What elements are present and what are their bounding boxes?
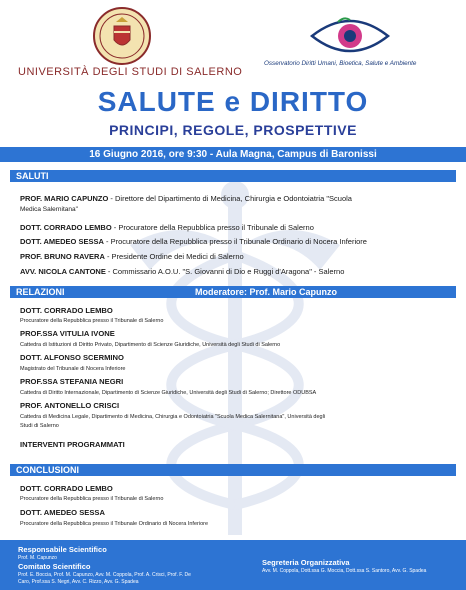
speaker-role: Magistrato del Tribunale di Nocera Inferiore <box>20 366 126 372</box>
saluti-item: DOTT. CORRADO LEMBO - Procuratore della Repubblica presso il Tribunale di Salerno <box>20 223 314 232</box>
speaker-role: Cattedra di Istituzioni di Diritto Privato, Dipartimento di Scienze Giuridiche, Università degli Studi di Salerno <box>20 342 281 348</box>
speaker-name: DOTT. CORRADO LEMBO <box>20 484 113 493</box>
speaker-role: Cattedra di Medicina Legale, Dipartimento di Medicina, Chirurgia e Odontoiatria "Scuola Medica Salernitana", Università degli <box>20 414 326 420</box>
footer <box>0 540 466 590</box>
comitato-members: Prof. E. Boccia, Prof. M. Capunzo, Avv. M. Coppola, Prof. A. Crisci, Prof. F. De <box>18 572 191 578</box>
event-subtitle: PRINCIPI, REGOLE, PROSPETTIVE <box>109 122 357 138</box>
segreteria-title: Segreteria Organizzativa <box>262 558 350 567</box>
speaker-name: PROF.SSA VITULIA IVONE <box>20 329 115 338</box>
university-seal-logo <box>92 6 152 66</box>
saluti-item-cont: Medica Salernitana" <box>20 206 78 213</box>
responsabile-name: Prof. M. Capunzo <box>18 555 57 561</box>
speaker-name: DOTT. CORRADO LEMBO <box>20 306 113 315</box>
speaker-name: DOTT. ALFONSO SCERMINO <box>20 353 124 362</box>
segreteria-members: Avv. M. Coppola, Dott.ssa G. Moccia, Dott.ssa S. Santoro, Avv. G. Spadea <box>262 568 427 574</box>
saluti-item: AVV. NICOLA CANTONE - Commissario A.O.U. "S. Giovanni di Dio e Ruggi d'Aragona" - Salerno <box>20 267 345 276</box>
section-heading: SALUTI <box>16 171 49 181</box>
event-title: SALUTE e DIRITTO <box>97 86 369 117</box>
saluti-item: PROF. BRUNO RAVERA - Presidente Ordine dei Medici di Salerno <box>20 252 244 261</box>
speaker-role: Cattedra di Diritto Internazionale, Dipartimento di Scienze Giuridiche, Università degli Studi di Salerno; Direttore ODUBSA <box>20 390 317 396</box>
interventi-programmati: INTERVENTI PROGRAMMATI <box>20 440 125 449</box>
comitato-members-cont: Caro, Prof.ssa S. Negri, Avv. C. Rizzo, Avv. G. Spadea <box>18 579 139 585</box>
observatory-name: Osservatorio Diritti Umani, Bioetica, Salute e Ambiente <box>264 60 417 67</box>
speaker-role-cont: Studi di Salerno <box>20 423 59 429</box>
speaker-role: Procuratore della Repubblica presso il Tribunale di Salerno <box>20 496 164 502</box>
university-name: UNIVERSITÀ DEGLI STUDI DI SALERNO <box>18 66 243 78</box>
section-heading: CONCLUSIONI <box>16 465 79 475</box>
event-date-location: 16 Giugno 2016, ore 9:30 - Aula Magna, Campus di Baronissi <box>0 147 466 162</box>
comitato-title: Comitato Scientifico <box>18 562 91 571</box>
observatory-eye-logo <box>308 12 392 60</box>
speaker-name: PROF. ANTONELLO CRISCI <box>20 401 120 410</box>
section-saluti <box>10 170 456 182</box>
section-conclusioni <box>10 464 456 476</box>
saluti-item: PROF. MARIO CAPUNZO - Direttore del Dipartimento di Medicina, Chirurgia e Odontoiatria "Scuola <box>20 194 352 203</box>
speaker-name: DOTT. AMEDEO SESSA <box>20 508 105 517</box>
moderator: Moderatore: Prof. Mario Capunzo <box>195 287 338 297</box>
speaker-name: PROF.SSA STEFANIA NEGRI <box>20 377 124 386</box>
speaker-role: Procuratore della Repubblica presso il Tribunale di Salerno <box>20 318 164 324</box>
section-heading: RELAZIONI <box>16 287 65 297</box>
speaker-role: Procuratore della Repubblica presso il Tribunale Ordinario di Nocera Inferiore <box>20 521 209 527</box>
section-relazioni <box>10 286 456 298</box>
saluti-item: DOTT. AMEDEO SESSA - Procuratore della Repubblica presso il Tribunale Ordinario di Nocera Inferiore <box>20 237 367 246</box>
responsabile-title: Responsabile Scientifico <box>18 545 107 554</box>
